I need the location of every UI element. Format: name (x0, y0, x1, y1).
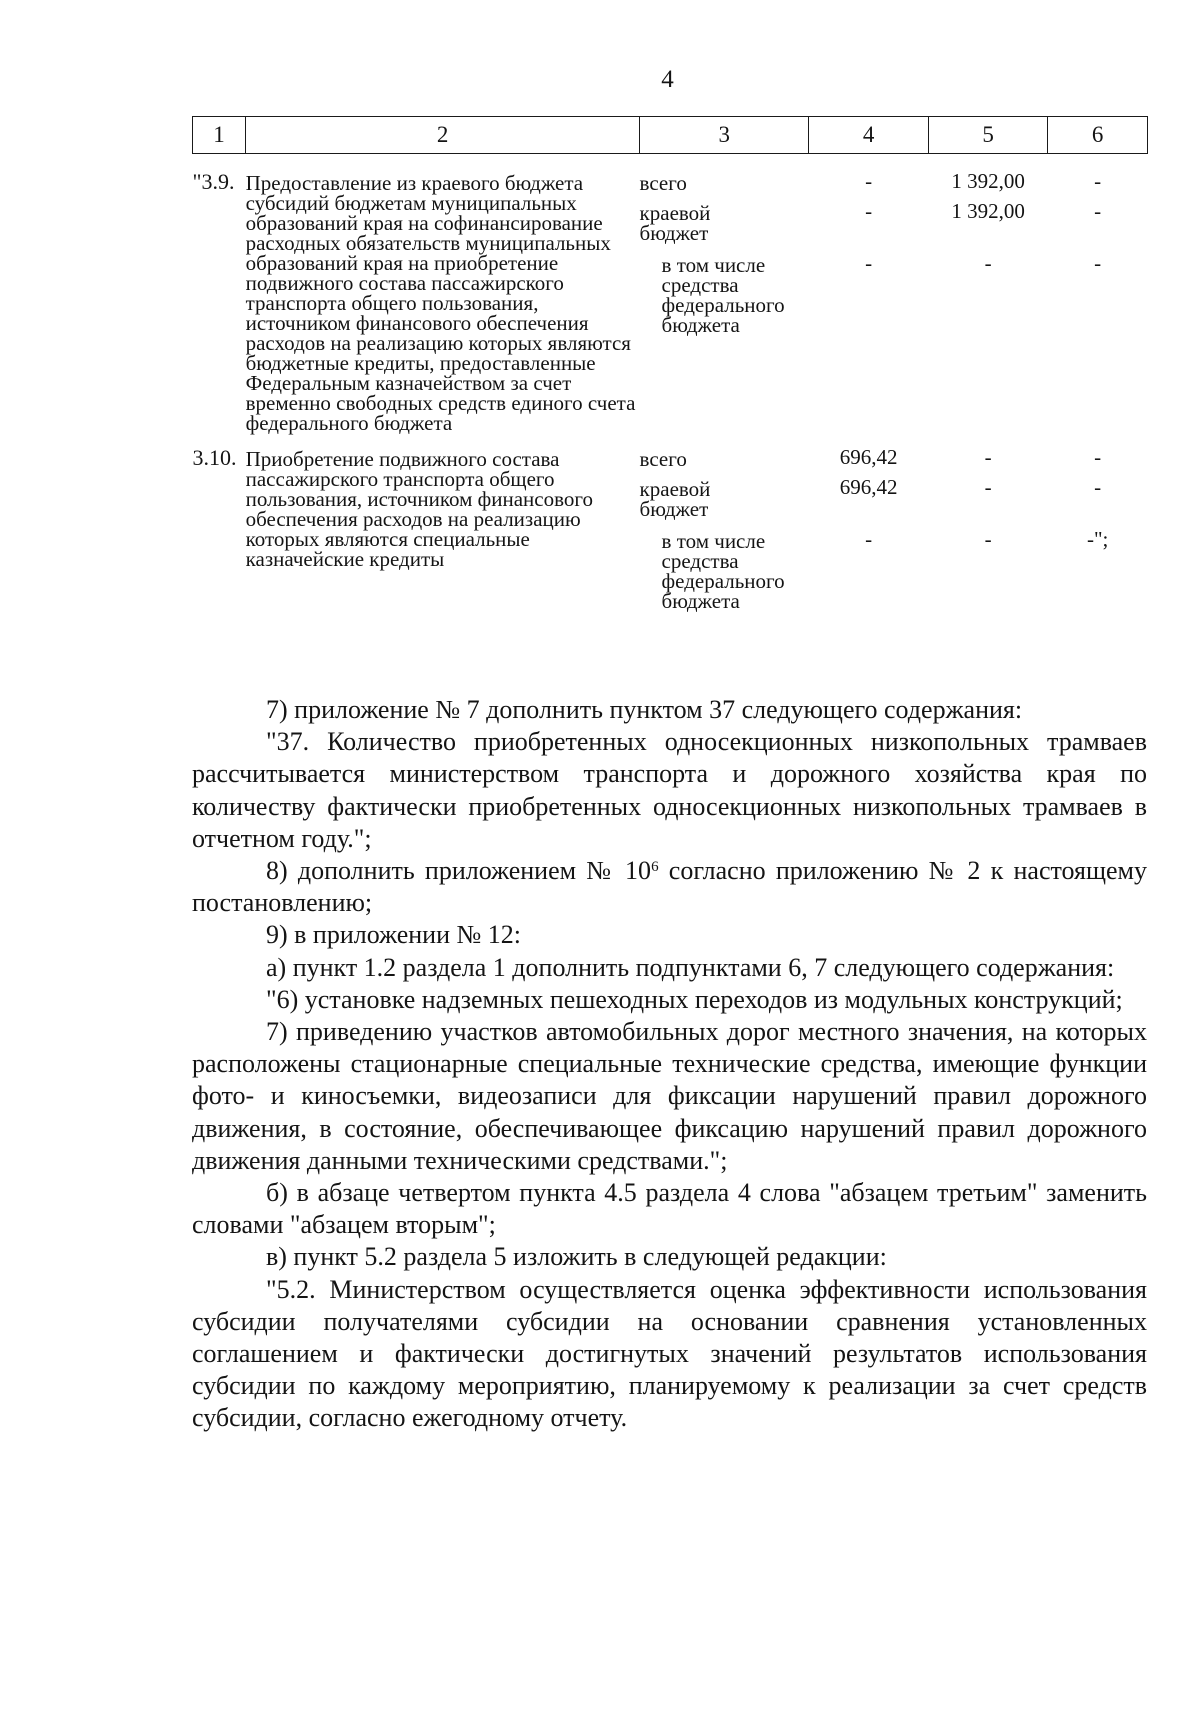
funding-source-regional: краевой бюджет (639, 201, 711, 245)
column-4-cell (809, 154, 929, 444)
paragraph-item-8-start: 8) дополнить приложением № 10 (266, 856, 652, 886)
column-header-3: 3 (640, 117, 809, 154)
value-total: 1 392,00 (951, 169, 1025, 193)
value-federal: - (984, 527, 992, 551)
funding-source-total: всего (639, 447, 687, 471)
paragraph-sub-v: в) пункт 5.2 раздела 5 изложить в следующей редакции: (266, 1242, 887, 1272)
paragraph-subitem-6: "6) установке надземных пешеходных переходов из модульных конструкций; (266, 984, 1123, 1014)
value-federal: - (984, 251, 992, 275)
paragraph-item-8 (192, 855, 1147, 919)
funding-source-regional: краевой бюджет (639, 477, 711, 521)
funding-source-cell (640, 443, 809, 611)
column-header-4: 4 (809, 117, 929, 154)
value-regional: - (1094, 475, 1102, 499)
column-6-cell (1048, 443, 1148, 611)
budget-table-container (192, 116, 1148, 611)
appendix-superscript: 6 (651, 859, 659, 876)
value-total: - (865, 169, 873, 193)
value-regional: - (1094, 199, 1102, 223)
paragraph-subitem-7: 7) приведению участков автомобильных дорог местного значения, на которых расположены стационарные специальные технические средства, имеющие функции фото- и киносъемки, видеозаписи для фиксации нарушений правил дорожного движения, в состояние, обеспечивающее фиксацию нарушений правил дорожного движения данными техническими средствами."; (192, 1017, 1147, 1175)
value-total: 696,42 (839, 445, 898, 469)
paragraph-item-7: 7) приложение № 7 дополнить пунктом 37 следующего содержания: (266, 695, 1023, 724)
column-header-1: 1 (193, 117, 246, 154)
column-5-cell (928, 443, 1048, 611)
paragraph-item-8-end: согласно приложению № 2 к настоящему постановлению; (192, 856, 1147, 918)
value-regional: - (865, 199, 873, 223)
value-federal: -"; (1086, 527, 1109, 551)
value-total: - (1094, 445, 1102, 469)
row-number: "3.9. (192, 169, 235, 194)
budget-table (192, 116, 1148, 611)
value-federal: - (865, 527, 873, 551)
value-regional: 1 392,00 (951, 199, 1025, 223)
value-total: - (984, 445, 992, 469)
value-regional: - (984, 475, 992, 499)
paragraph-sub-b: б) в абзаце четвертом пункта 4.5 раздела 4 слова "абзацем третьим" заменить словами "абзацем вторым"; (192, 1178, 1147, 1240)
column-4-cell (809, 443, 929, 611)
value-regional: 696,42 (839, 475, 898, 499)
table-header (193, 117, 1148, 154)
column-header-5: 5 (928, 117, 1048, 154)
funding-source-total: всего (639, 171, 687, 195)
funding-source-federal: в том числе средства федерального бюджета (661, 253, 785, 337)
row-description: Предоставление из краевого бюджета субсидий бюджетам муниципальных образований края на софинансирование расходных обязательств муниципальных образований края на приобретение подвижного состава пассажирского транспорта общего пользования, источником финансового обеспечения расходов на реализацию которых являются бюджетные кредиты, предоставленные Федеральным казначейством за счет временно свободных средств единого счета федерального бюджета (245, 171, 636, 435)
paragraph-item-9: 9) в приложении № 12: (266, 920, 522, 950)
paragraph-point-5-2: "5.2. Министерством осуществляется оценка эффективности использования субсидии получателями субсидии на основании сравнения установленных соглашением и фактически достигнутых значений результатов использования субсидии по каждому мероприятию, планируемому к реализации за счет средств субсидии, согласно ежегодному отчету. (192, 1274, 1147, 1433)
paragraph-sub-a: а) пункт 1.2 раздела 1 дополнить подпунктами 6, 7 следующего содержания: (266, 952, 1115, 982)
row-description: Приобретение подвижного состава пассажирского транспорта общего пользования, источником финансового обеспечения расходов на реализацию которых являются специальные казначейские кредиты (245, 447, 593, 571)
column-header-2: 2 (246, 117, 640, 154)
column-5-cell (928, 154, 1048, 444)
row-number: 3.10. (192, 445, 237, 470)
document-body (192, 694, 1147, 1435)
page-number: 4 (661, 66, 674, 93)
funding-source-cell (640, 154, 809, 444)
column-header-6: 6 (1048, 117, 1148, 154)
value-total: - (1094, 169, 1102, 193)
value-federal: - (1094, 251, 1102, 275)
paragraph-point-37: "37. Количество приобретенных односекционных низкопольных трамваев рассчитывается министерством транспорта и дорожного хозяйства края по количеству фактически приобретенных односекционных низкопольных трамваев в отчетном году."; (192, 727, 1147, 853)
table-row-3-10 (193, 443, 1148, 611)
column-6-cell (1048, 154, 1148, 444)
value-federal: - (865, 251, 873, 275)
table-row-3-9 (193, 154, 1148, 444)
funding-source-federal: в том числе средства федерального бюджета (661, 529, 785, 613)
